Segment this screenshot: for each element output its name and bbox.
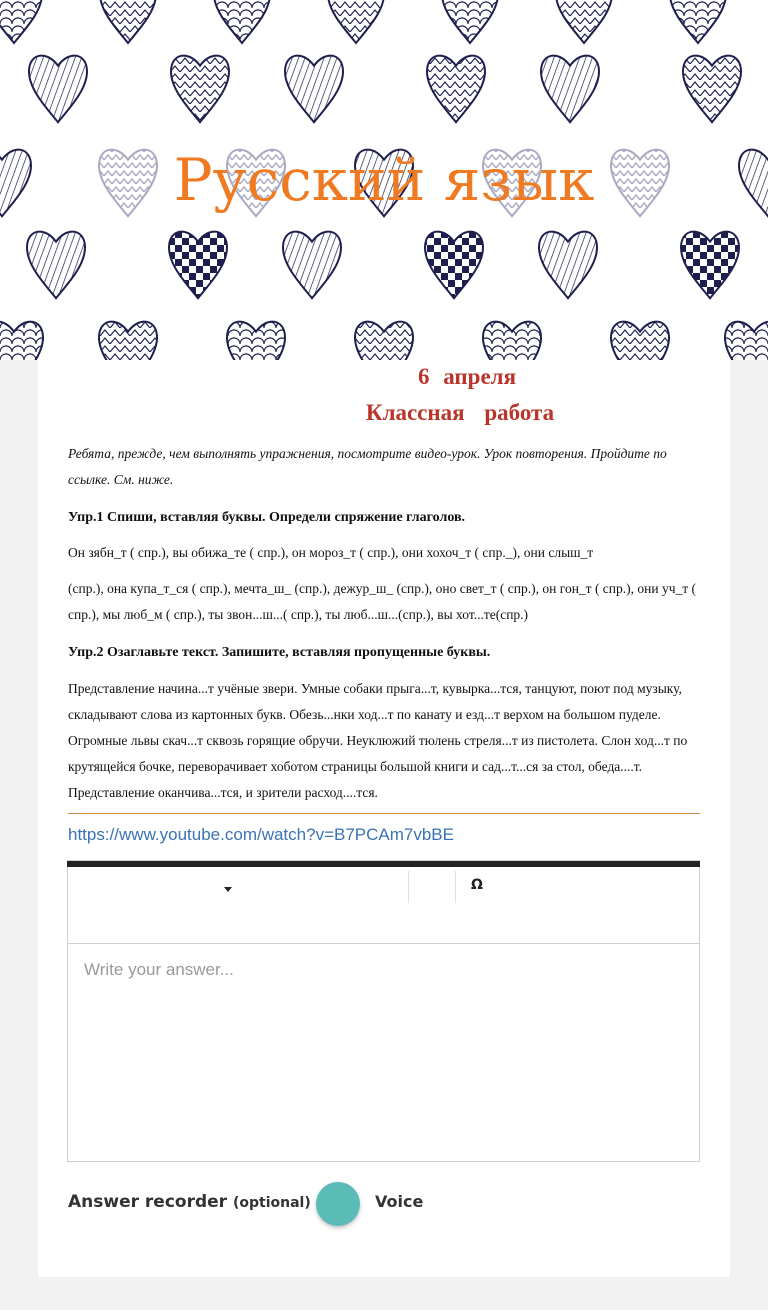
recorder-optional: (optional): [232, 1195, 311, 1211]
heart-decoration: [283, 232, 341, 299]
record-voice-button[interactable]: [316, 1182, 360, 1226]
heart-decoration: [483, 322, 541, 360]
format-dropdown-caret-icon[interactable]: [224, 887, 232, 892]
heart-decoration: [0, 322, 43, 360]
heart-decoration: [611, 322, 669, 360]
date-month: апреля: [443, 364, 517, 389]
heart-decoration: [171, 56, 229, 123]
video-link[interactable]: https://www.youtube.com/watch?v=B7PCAm7vbBE: [68, 825, 454, 844]
heart-decoration: [681, 232, 739, 299]
worksheet-card: [38, 360, 730, 1277]
heart-decoration: [227, 322, 285, 360]
heart-decoration: [425, 232, 483, 299]
exercise2-title: Упр.2 Озаглавьте текст. Запишите, вставляя пропущенные буквы.: [68, 645, 491, 660]
voice-label: Voice: [375, 1192, 424, 1211]
answer-input[interactable]: [68, 944, 699, 1161]
exercise1-body: (спр.), она купа_т_ся ( спр.), мечта_ш_ (спр.), дежур_ш_ (спр.), оно свет_т ( спр.), он гон_т ( спр.), они уч_т ( спр.), мы люб_м ( спр.), ты звон...ш...( спр.), ты люб...ш...(спр.), вы хот...те(спр.): [68, 581, 697, 622]
heart-decoration: [29, 56, 87, 123]
lesson-date: [38, 364, 730, 390]
heart-decoration: [328, 0, 384, 43]
exercise1-title: Упр.1 Спиши, вставляя буквы. Определи спряжение глаголов.: [68, 510, 466, 525]
heart-decoration: [169, 232, 227, 299]
heart-decoration: [427, 56, 485, 123]
heart-decoration: [442, 0, 498, 43]
heart-decoration: [0, 0, 42, 43]
heart-decoration: [670, 0, 726, 43]
heart-decoration: [27, 232, 85, 299]
answer-recorder-label: [68, 1192, 324, 1212]
heart-decoration: [541, 56, 599, 123]
toolbar-separator: [455, 871, 456, 903]
divider: [68, 813, 700, 814]
heart-decoration: [725, 322, 768, 360]
heart-decoration: [99, 322, 157, 360]
header-banner: [0, 0, 768, 360]
exercise1-line1: Он зябн_т ( спр.), вы обижа_те ( спр.), он мороз_т ( спр.), они хохоч_т ( спр._), они слыш_т: [68, 545, 594, 560]
date-day: 6: [417, 364, 430, 389]
page-title: Русский язык: [173, 146, 595, 214]
heart-decoration: [355, 322, 413, 360]
heart-decoration: [100, 0, 156, 43]
exercise2-body: Представление начина...т учёные звери. Умные собаки прыга...т, кувырка...тся, танцуют, поют под музыку, складывают слова из картонных букв. Обезь...нки ход...т по канату и езд...т верхом на большом пуделе. Огромные львы скач...т сквозь горящие обручи. Неуклюжий тюлень стреля...т из пистолета. Слон ход...т по крутящейся бочке, переворачивает хоботом страницы большой книги и сад...т...ся за стол, обеда....т. Представление оканчива...тся, и зрители расход....тся.: [68, 681, 688, 800]
heart-decoration: [556, 0, 612, 43]
lesson-subtitle: Классная работа: [365, 400, 555, 425]
heart-decoration: [683, 56, 741, 123]
editor-toolbar: [68, 867, 699, 944]
answer-editor: [67, 860, 700, 1162]
heart-decoration: [214, 0, 270, 43]
recorder-label: Answer recorder: [68, 1192, 228, 1212]
heart-decoration: [539, 232, 597, 299]
intro-text: Ребята, прежде, чем выполнять упражнения, посмотрите видео-урок. Урок повторения. Пройдите по ссылке. См. ниже.: [68, 446, 667, 487]
heart-decoration: [285, 56, 343, 123]
special-character-button[interactable]: Ω: [471, 877, 483, 893]
toolbar-separator: [408, 871, 409, 903]
